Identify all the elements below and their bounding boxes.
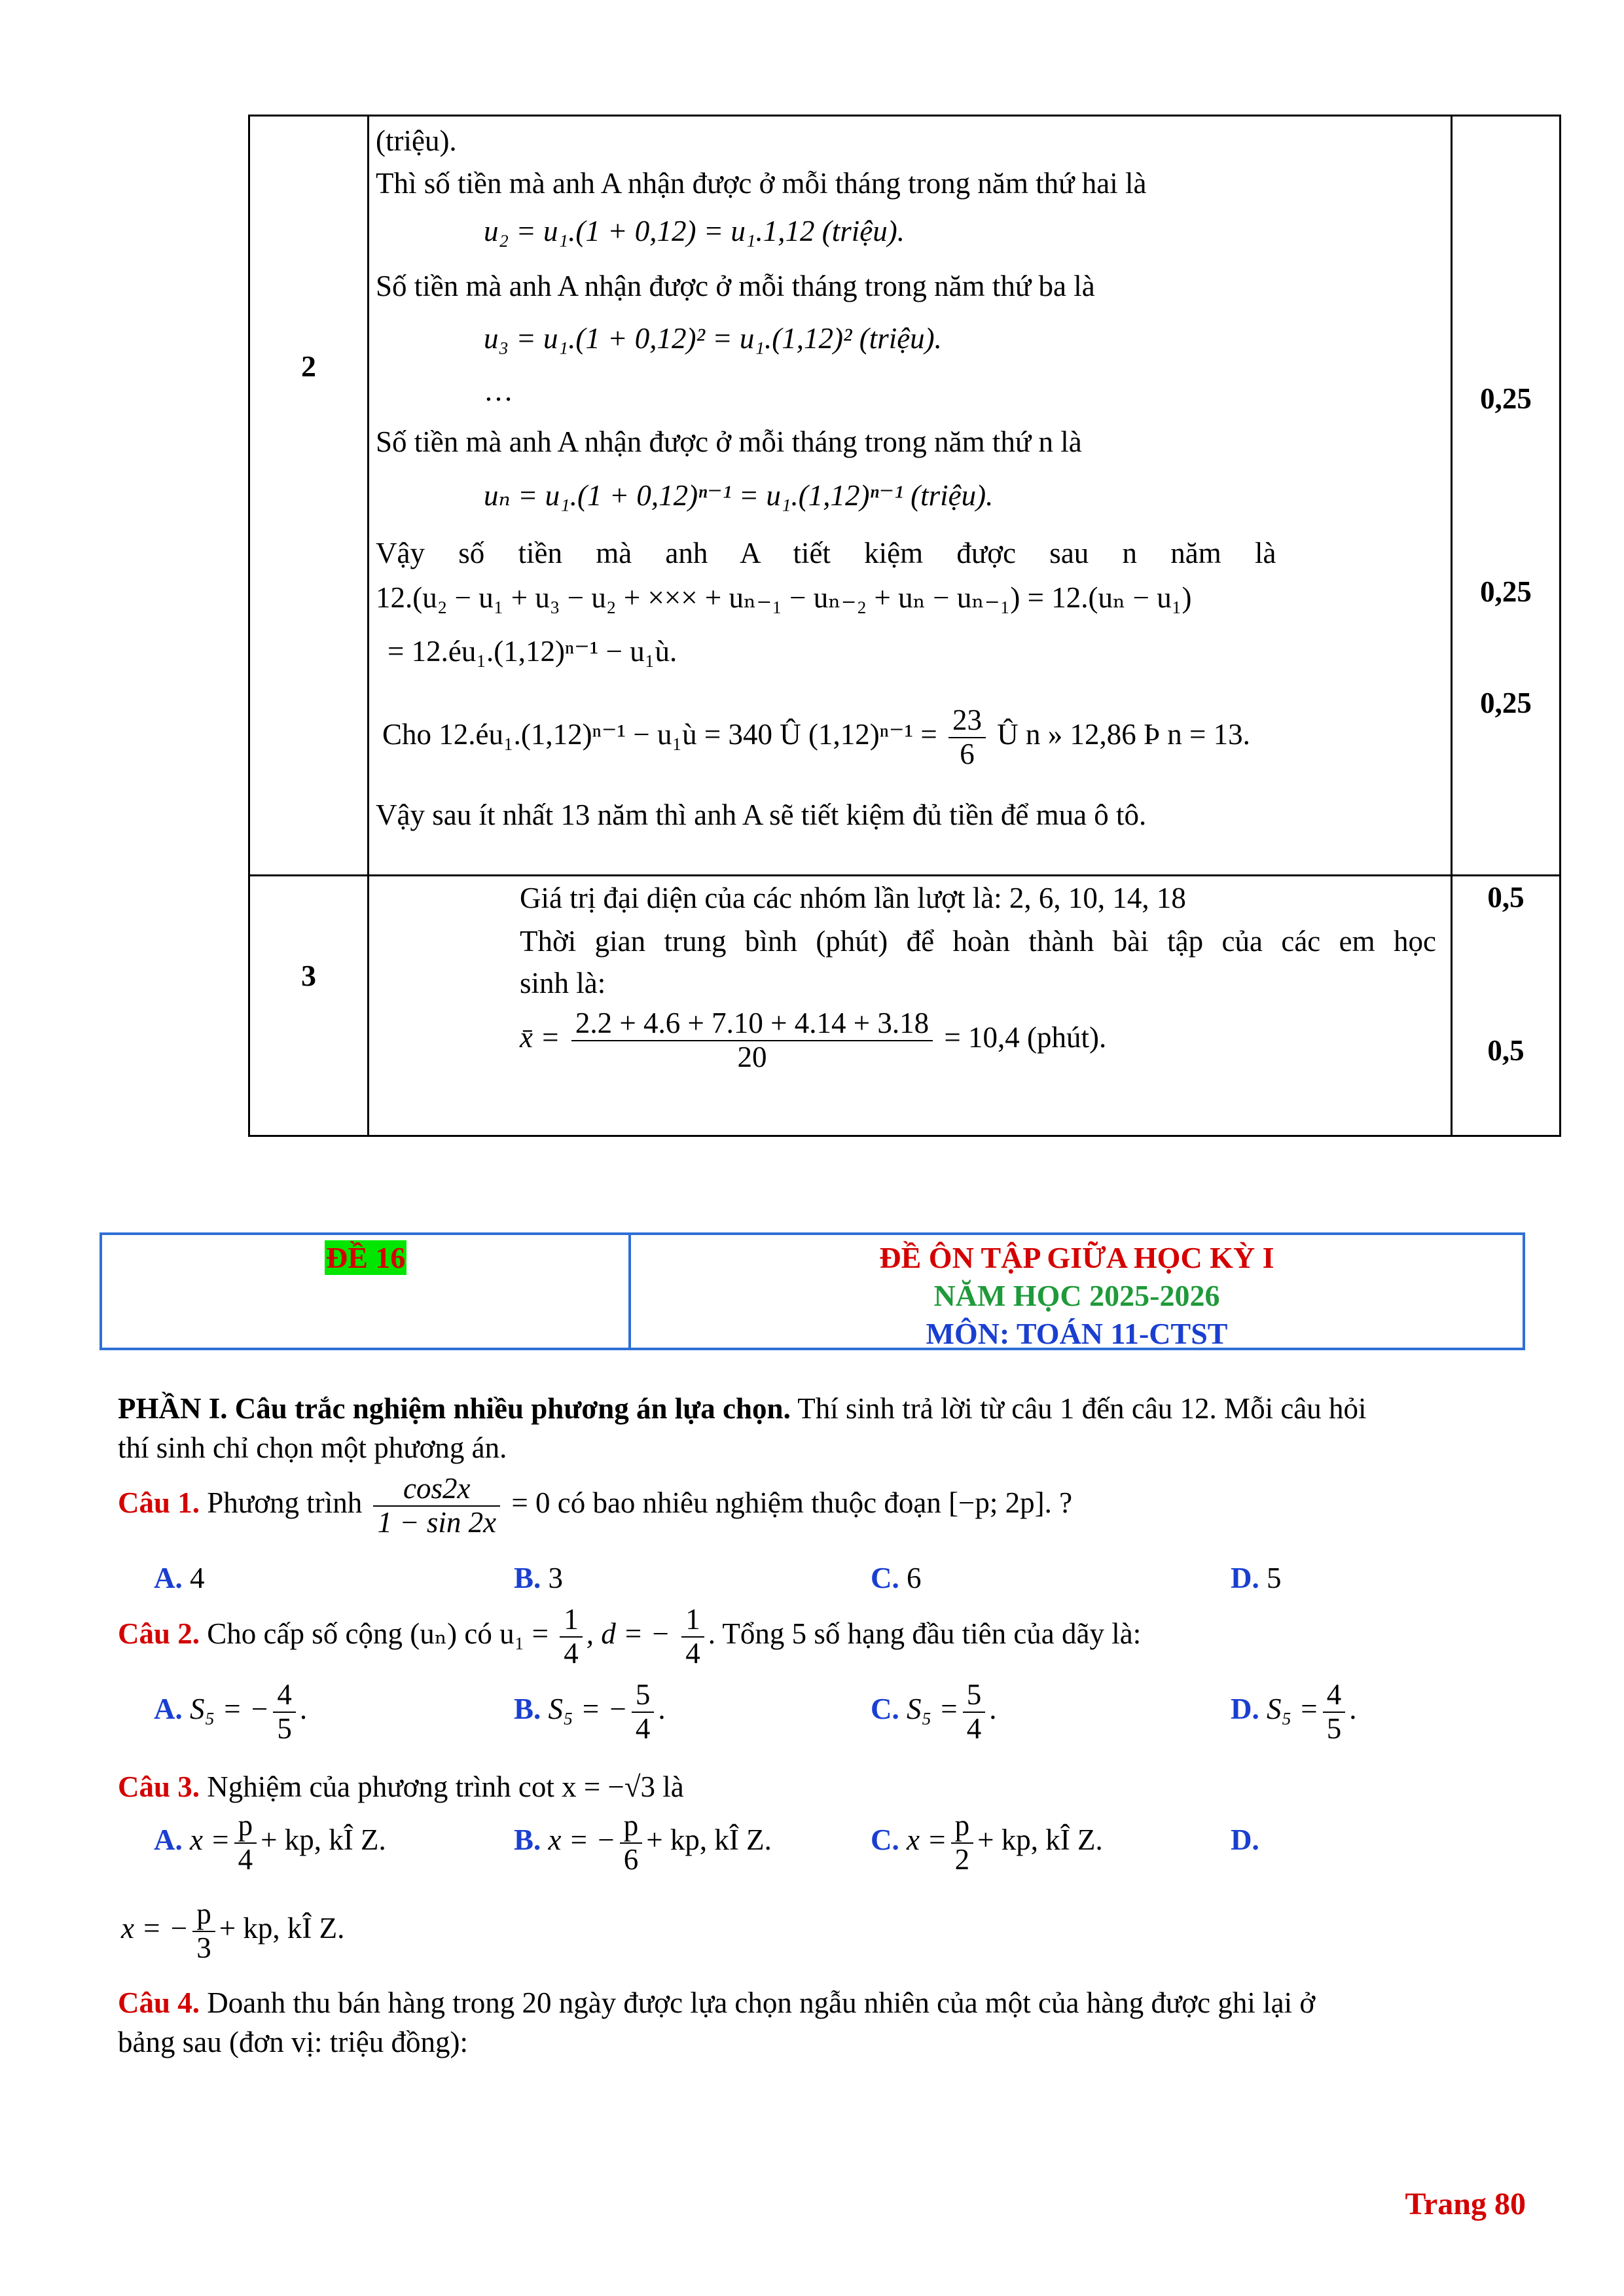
text-line: Giá trị đại diện của các nhóm lần lượt là: 2, 6, 10, 14, 18 bbox=[520, 882, 1186, 914]
option-label: A. bbox=[154, 1562, 183, 1594]
formula-line bbox=[382, 704, 1250, 770]
text-line: Vậy số tiền mà anh A tiết kiệm được sau n năm là bbox=[376, 537, 1276, 569]
fraction-denominator: 4 bbox=[238, 1842, 253, 1876]
options-q1 bbox=[154, 1561, 1528, 1607]
row-number: 2 bbox=[301, 350, 316, 383]
question-text: Nghiệm của phương trình cot x = −√3 là bbox=[207, 1770, 684, 1803]
question-2 bbox=[118, 1604, 1512, 1670]
fraction-denominator: 4 bbox=[966, 1712, 982, 1745]
option-value: S₅ = bbox=[907, 1692, 959, 1725]
question-label: Câu 3. bbox=[118, 1770, 200, 1803]
option-value: 5 bbox=[1267, 1562, 1282, 1594]
exam-code: ĐỀ 16 bbox=[326, 1241, 406, 1274]
option-label: B. bbox=[514, 1692, 541, 1725]
option-c[interactable] bbox=[871, 1810, 1103, 1876]
option-value: S₅ = bbox=[1267, 1692, 1319, 1725]
option-c[interactable] bbox=[871, 1561, 922, 1595]
option-label: D. bbox=[1231, 1823, 1259, 1856]
option-value: x = − bbox=[548, 1823, 616, 1856]
option-label: D. bbox=[1231, 1562, 1259, 1594]
option-value: x = − bbox=[121, 1911, 189, 1945]
option-label: B. bbox=[514, 1823, 541, 1856]
fraction-numerator: p bbox=[620, 1810, 643, 1844]
text-line: (triệu). bbox=[376, 124, 457, 157]
fraction-numerator: p bbox=[951, 1810, 974, 1844]
fraction bbox=[373, 1473, 500, 1539]
formula-part: Cho 12.éu₁.(1,12)ⁿ⁻¹ − u₁ù = 340 Û (1,12)ⁿ⁻¹ = bbox=[382, 717, 937, 751]
fraction-denominator: 6 bbox=[623, 1842, 639, 1876]
fraction bbox=[951, 1810, 974, 1876]
text-line: Thời gian trung bình (phút) để hoàn thành bài tập của các em học bbox=[520, 925, 1436, 958]
fraction bbox=[681, 1604, 704, 1670]
fraction-denominator: 3 bbox=[196, 1931, 211, 1964]
option-a[interactable] bbox=[154, 1561, 205, 1595]
formula-part: x̄ = bbox=[520, 1020, 560, 1054]
formula-line: u₃ = u₁.(1 + 0,12)² = u₁.(1,12)² (triệu). bbox=[484, 322, 942, 355]
question-1 bbox=[118, 1473, 1512, 1539]
fraction-denominator: 5 bbox=[277, 1712, 292, 1745]
page-number: Trang 80 bbox=[1405, 2187, 1526, 2221]
fraction-numerator: 4 bbox=[273, 1679, 296, 1713]
table-row bbox=[249, 876, 1561, 1136]
option-value: 3 bbox=[548, 1562, 564, 1594]
formula-line: 12.(u₂ − u₁ + u₃ − u₂ + ××× + uₙ₋₁ − uₙ₋₂ + uₙ − uₙ₋₁) = 12.(uₙ − u₁) bbox=[376, 581, 1192, 614]
formula-part: Û n » 12,86 Þ n = 13. bbox=[997, 717, 1250, 751]
score: 0,5 bbox=[1487, 881, 1525, 914]
option-b[interactable] bbox=[514, 1561, 563, 1595]
fraction-denominator: 2 bbox=[954, 1842, 970, 1876]
option-b[interactable]: B. S₅ = − $\frac{5}{4}$ . bbox=[514, 1678, 666, 1745]
fraction-denominator: 6 bbox=[960, 737, 975, 770]
question-4 bbox=[118, 1983, 1512, 2062]
fraction bbox=[1323, 1679, 1346, 1745]
part-desc: thí sinh chỉ chọn một phương án. bbox=[118, 1431, 507, 1464]
question-text: bảng sau (đơn vị: triệu đồng): bbox=[118, 2026, 468, 2058]
fraction-denominator: 5 bbox=[1326, 1712, 1342, 1745]
row-number: 3 bbox=[301, 959, 316, 992]
fraction-numerator: p bbox=[192, 1898, 215, 1932]
fraction-numerator: cos2x bbox=[373, 1473, 500, 1507]
score-cell bbox=[1452, 876, 1561, 1136]
option-label: C. bbox=[871, 1823, 899, 1856]
fraction bbox=[632, 1679, 655, 1745]
ellipsis: … bbox=[484, 374, 513, 407]
option-value: x = bbox=[190, 1823, 230, 1856]
solution-body bbox=[369, 876, 1452, 1136]
formula-line: u₂ = u₁.(1 + 0,12) = u₁.1,12 (triệu). bbox=[484, 215, 905, 247]
exam-title: ĐỀ ÔN TẬP GIỮA HỌC KỲ I bbox=[879, 1241, 1274, 1274]
option-value: 6 bbox=[907, 1562, 922, 1594]
score: 0,25 bbox=[1480, 575, 1532, 608]
fraction bbox=[560, 1604, 583, 1670]
formula-line bbox=[520, 1007, 1106, 1073]
part-title: PHẦN I. Câu trắc nghiệm nhiều phương án lựa chọn. bbox=[118, 1392, 791, 1425]
option-a[interactable] bbox=[154, 1810, 386, 1876]
row-number-cell bbox=[249, 876, 369, 1136]
option-value: S₅ = − bbox=[190, 1692, 270, 1725]
formula-line: = 12.éu₁.(1,12)ⁿ⁻¹ − u₁ù. bbox=[388, 635, 677, 668]
fraction bbox=[620, 1810, 643, 1876]
question-3 bbox=[118, 1767, 1512, 1806]
option-value: + kp, kÎ Z. bbox=[646, 1823, 772, 1856]
option-d[interactable]: D. S₅ = $\frac{4}{5}$ . bbox=[1231, 1678, 1357, 1745]
score-cell bbox=[1452, 116, 1561, 876]
fraction-denominator: 4 bbox=[635, 1712, 651, 1745]
exam-code-cell bbox=[102, 1235, 631, 1348]
option-value: S₅ = − bbox=[548, 1692, 628, 1725]
text-line: Vậy sau ít nhất 13 năm thì anh A sẽ tiết kiệm đủ tiền để mua ô tô. bbox=[376, 798, 1147, 831]
fraction-numerator: 5 bbox=[963, 1679, 986, 1713]
option-label: A. bbox=[154, 1823, 183, 1856]
text-line: sinh là: bbox=[520, 967, 606, 999]
formula-line: uₙ = u₁.(1 + 0,12)ⁿ⁻¹ = u₁.(1,12)ⁿ⁻¹ (triệu). bbox=[484, 479, 994, 512]
option-value: + kp, kÎ Z. bbox=[219, 1911, 345, 1945]
fraction bbox=[571, 1007, 933, 1073]
text-line: Thì số tiền mà anh A nhận được ở mỗi tháng trong năm thứ hai là bbox=[376, 167, 1147, 200]
option-value: 4 bbox=[190, 1562, 205, 1594]
option-value: + kp, kÎ Z. bbox=[977, 1823, 1103, 1856]
question-text: Cho cấp số cộng (uₙ) có u₁ = bbox=[207, 1617, 549, 1650]
fraction-denominator: 4 bbox=[685, 1636, 700, 1670]
fraction-numerator: 4 bbox=[1323, 1679, 1346, 1713]
exam-header bbox=[99, 1232, 1525, 1350]
question-text: , d = − bbox=[586, 1617, 670, 1650]
fraction-denominator: 20 bbox=[737, 1040, 767, 1073]
fraction-denominator: 1 − sin 2x bbox=[377, 1505, 497, 1539]
question-text: = 0 có bao nhiêu nghiệm thuộc đoạn [−p; 2p]. ? bbox=[511, 1486, 1073, 1519]
question-text: Phương trình bbox=[207, 1486, 363, 1519]
solution-body bbox=[369, 116, 1452, 876]
fraction-numerator: 2.2 + 4.6 + 7.10 + 4.14 + 3.18 bbox=[571, 1007, 933, 1041]
fraction-numerator: 1 bbox=[681, 1604, 704, 1638]
option-label: C. bbox=[871, 1692, 899, 1725]
text-line: Số tiền mà anh A nhận được ở mỗi tháng trong năm thứ ba là bbox=[376, 270, 1095, 302]
fraction bbox=[963, 1679, 986, 1745]
options-q3 bbox=[154, 1810, 1528, 1888]
fraction bbox=[948, 704, 986, 770]
question-text: Doanh thu bán hàng trong 20 ngày được lựa chọn ngẫu nhiên của một của hàng được ghi lại ở bbox=[207, 1986, 1316, 2019]
fraction-numerator: 1 bbox=[560, 1604, 583, 1638]
option-value: + kp, kÎ Z. bbox=[261, 1823, 386, 1856]
fraction-denominator: 4 bbox=[564, 1636, 579, 1670]
option-label: C. bbox=[871, 1562, 899, 1594]
part-intro bbox=[118, 1389, 1512, 1467]
question-label: Câu 4. bbox=[118, 1986, 200, 2019]
score: 0,25 bbox=[1480, 687, 1532, 719]
exam-year: NĂM HỌC 2025-2026 bbox=[933, 1279, 1220, 1312]
option-d[interactable] bbox=[1231, 1823, 1259, 1857]
question-text: . Tổng 5 số hạng đầu tiên của dãy là: bbox=[708, 1617, 1142, 1650]
part-desc: Thí sinh trả lời từ câu 1 đến câu 12. Mỗi câu hỏi bbox=[790, 1392, 1367, 1425]
option-d[interactable] bbox=[1231, 1561, 1282, 1595]
fraction bbox=[234, 1810, 257, 1876]
solution-table bbox=[248, 115, 1561, 1137]
options-q2 bbox=[154, 1679, 1528, 1757]
row-number-cell bbox=[249, 116, 369, 876]
option-d-value bbox=[121, 1898, 1515, 1964]
exam-title-cell bbox=[631, 1235, 1523, 1352]
fraction bbox=[273, 1679, 296, 1745]
option-a[interactable]: A. S₅ = − $\frac{4}{5}$ . bbox=[154, 1678, 308, 1745]
option-label: B. bbox=[514, 1562, 541, 1594]
score: 0,25 bbox=[1480, 382, 1532, 415]
fraction bbox=[192, 1898, 215, 1964]
fraction-numerator: p bbox=[234, 1810, 257, 1844]
option-c[interactable]: C. S₅ = $\frac{5}{4}$ . bbox=[871, 1678, 997, 1745]
option-value: x = bbox=[907, 1823, 947, 1856]
option-label: D. bbox=[1231, 1692, 1259, 1725]
text-line: Số tiền mà anh A nhận được ở mỗi tháng trong năm thứ n là bbox=[376, 425, 1082, 458]
formula-part: = 10,4 (phút). bbox=[944, 1020, 1107, 1054]
option-b[interactable] bbox=[514, 1810, 772, 1876]
question-label: Câu 1. bbox=[118, 1486, 200, 1519]
fraction-numerator: 23 bbox=[948, 704, 986, 738]
option-label: A. bbox=[154, 1692, 183, 1725]
question-label: Câu 2. bbox=[118, 1617, 200, 1650]
fraction-numerator: 5 bbox=[632, 1679, 655, 1713]
exam-subject: MÔN: TOÁN 11-CTST bbox=[926, 1317, 1228, 1350]
table-row bbox=[249, 116, 1561, 876]
score: 0,5 bbox=[1487, 1034, 1525, 1067]
